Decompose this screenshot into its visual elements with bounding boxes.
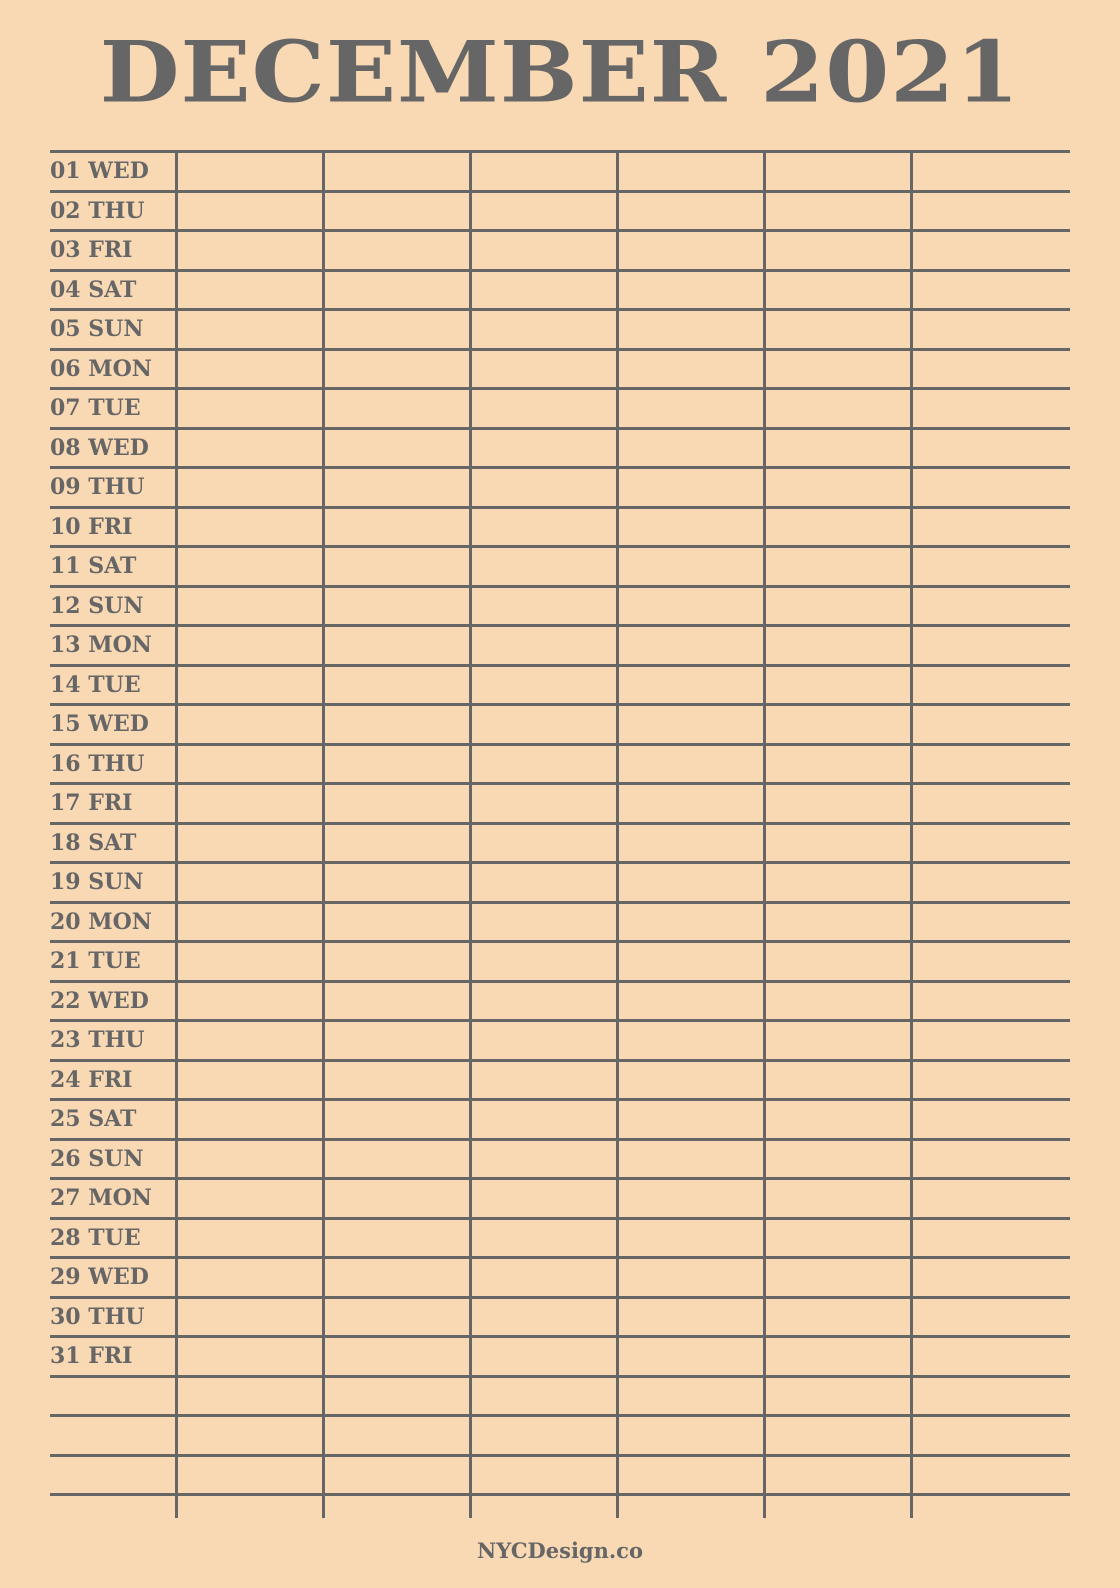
row-rule (50, 1059, 1070, 1062)
day-label: 30 THU (50, 1304, 145, 1330)
row-rule (50, 861, 1070, 864)
row-rule (50, 308, 1070, 311)
row-rule (50, 1217, 1070, 1220)
day-label: 02 THU (50, 198, 145, 224)
row-rule (50, 190, 1070, 193)
day-label: 25 SAT (50, 1106, 137, 1132)
row-rule (50, 1138, 1070, 1141)
day-label: 09 THU (50, 474, 145, 500)
day-label: 07 TUE (50, 395, 141, 421)
column-divider (469, 150, 472, 1518)
row-rule (50, 1414, 1070, 1417)
row-rule (50, 1256, 1070, 1259)
day-label: 10 FRI (50, 514, 133, 540)
row-rule (50, 664, 1070, 667)
day-label: 29 WED (50, 1264, 149, 1290)
row-rule (50, 1177, 1070, 1180)
day-label: 31 FRI (50, 1343, 133, 1369)
row-rule (50, 1493, 1070, 1496)
row-rule (50, 427, 1070, 430)
row-rule (50, 269, 1070, 272)
row-rule (50, 585, 1070, 588)
day-label: 19 SUN (50, 869, 144, 895)
row-rule (50, 1019, 1070, 1022)
row-rule (50, 466, 1070, 469)
row-rule (50, 901, 1070, 904)
day-label: 15 WED (50, 711, 149, 737)
row-rule (50, 1098, 1070, 1101)
day-label: 14 TUE (50, 672, 141, 698)
day-label: 28 TUE (50, 1225, 141, 1251)
day-label: 03 FRI (50, 237, 133, 263)
column-divider (763, 150, 766, 1518)
day-label: 08 WED (50, 435, 149, 461)
day-label: 11 SAT (50, 553, 137, 579)
footer-credit: NYCDesign.co (477, 1538, 643, 1563)
row-rule (50, 703, 1070, 706)
row-rule (50, 348, 1070, 351)
column-divider (322, 150, 325, 1518)
day-label: 27 MON (50, 1185, 152, 1211)
day-label: 01 WED (50, 158, 149, 184)
page-title: DECEMBER 2021 (99, 22, 1021, 122)
day-label: 06 MON (50, 356, 152, 382)
row-rule (50, 980, 1070, 983)
day-label: 13 MON (50, 632, 152, 658)
row-rule (50, 1296, 1070, 1299)
day-label: 04 SAT (50, 277, 137, 303)
column-divider (910, 150, 913, 1518)
day-label: 12 SUN (50, 593, 144, 619)
row-rule (50, 940, 1070, 943)
row-rule (50, 1335, 1070, 1338)
row-rule (50, 150, 1070, 153)
day-label: 17 FRI (50, 790, 133, 816)
row-rule (50, 1375, 1070, 1378)
column-divider (175, 150, 178, 1518)
row-rule (50, 822, 1070, 825)
row-rule (50, 387, 1070, 390)
day-label: 26 SUN (50, 1146, 144, 1172)
row-rule (50, 545, 1070, 548)
day-label: 22 WED (50, 988, 149, 1014)
day-label: 21 TUE (50, 948, 141, 974)
day-label: 05 SUN (50, 316, 144, 342)
day-label: 23 THU (50, 1027, 145, 1053)
day-label: 24 FRI (50, 1067, 133, 1093)
row-rule (50, 624, 1070, 627)
day-label: 20 MON (50, 909, 152, 935)
row-rule (50, 782, 1070, 785)
row-rule (50, 229, 1070, 232)
day-label: 16 THU (50, 751, 145, 777)
row-rule (50, 506, 1070, 509)
day-label: 18 SAT (50, 830, 137, 856)
row-rule (50, 743, 1070, 746)
column-divider (616, 150, 619, 1518)
row-rule (50, 1454, 1070, 1457)
